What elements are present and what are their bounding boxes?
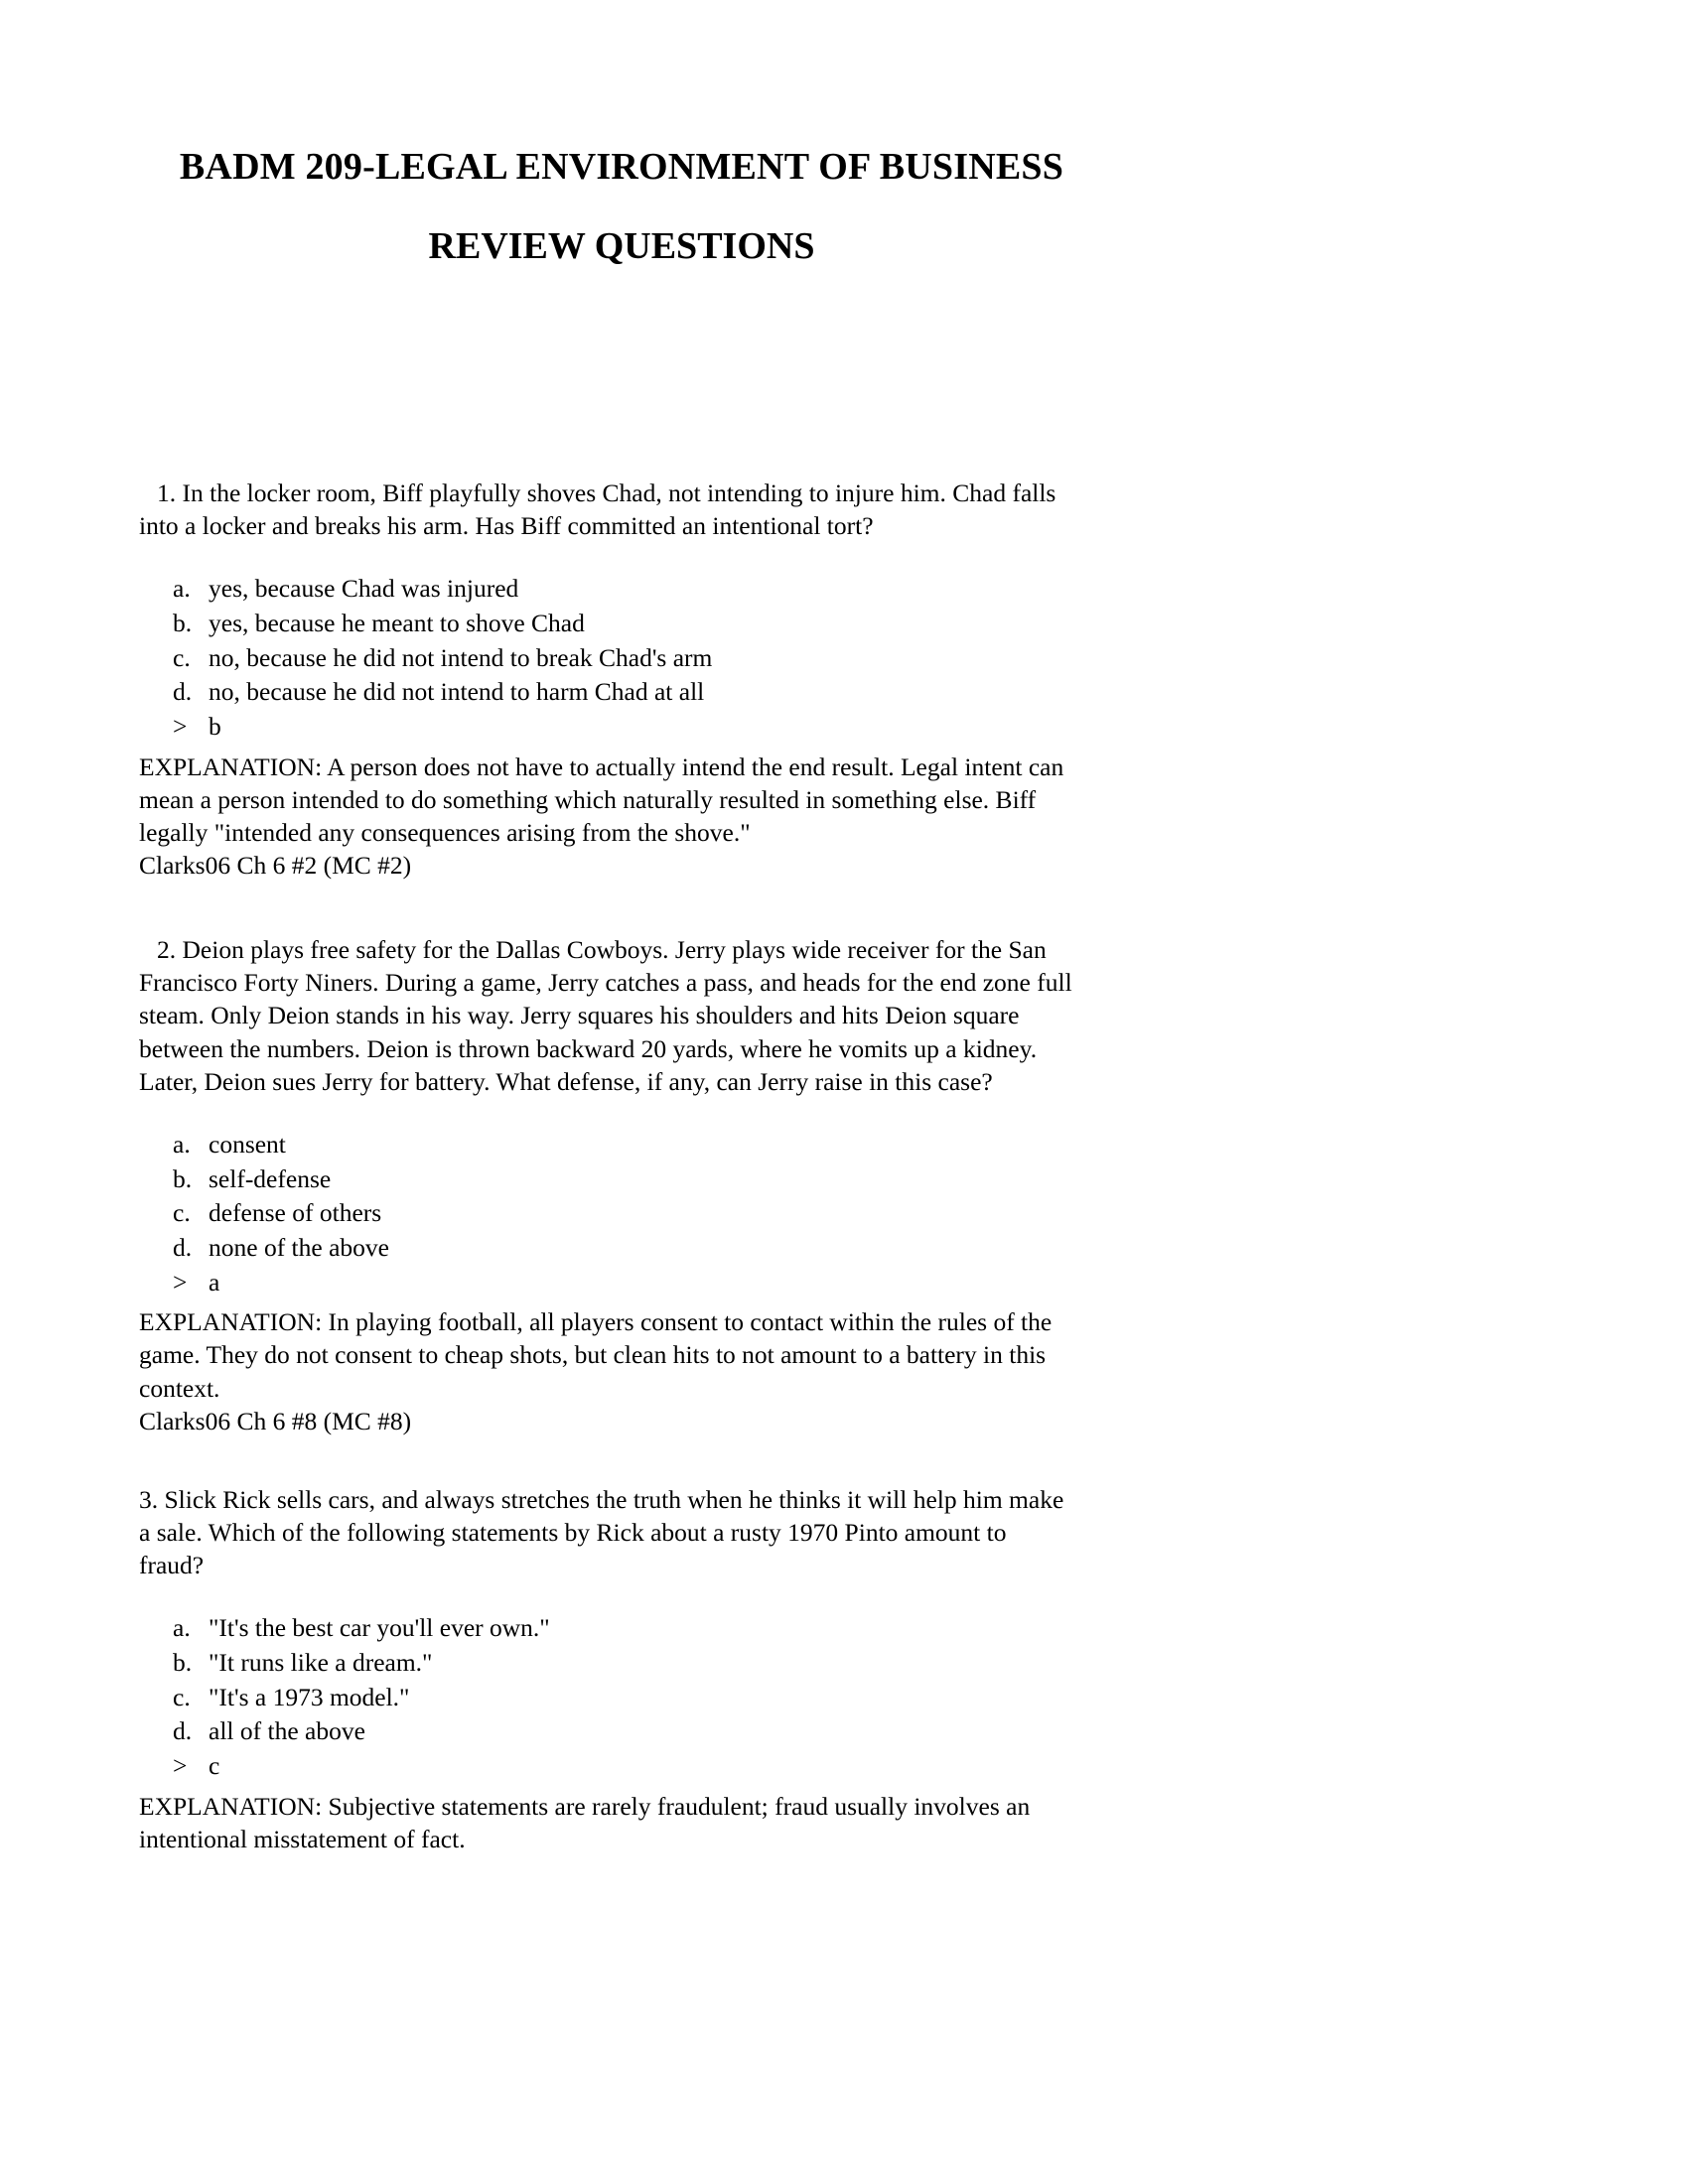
question-block: [139, 933, 1072, 1437]
option-item[interactable]: [173, 1714, 1072, 1749]
option-letter: d.: [173, 1716, 193, 1746]
option-item[interactable]: [173, 1196, 1072, 1231]
option-item[interactable]: [173, 1646, 1072, 1681]
option-text: "It's the best car you'll ever own.": [209, 1613, 550, 1643]
answer-row: [139, 710, 1072, 745]
option-text: yes, because he meant to shove Chad: [209, 608, 585, 637]
option-item[interactable]: [173, 675, 1072, 710]
explanation-text: EXPLANATION: Subjective statements are rarely fraudulent; fraud usually involves an intentional misstatement of fact.: [139, 1791, 1031, 1853]
question-block: [139, 477, 1072, 882]
option-list: [139, 572, 1072, 710]
option-text: none of the above: [209, 1232, 389, 1262]
option-list: [139, 1128, 1072, 1266]
option-item[interactable]: [173, 1681, 1072, 1715]
option-text: all of the above: [209, 1716, 365, 1746]
citation-text: Clarks06 Ch 6 #8 (MC #8): [139, 1406, 412, 1435]
answer-value: b: [209, 711, 221, 741]
question-stem: 3. Slick Rick sells cars, and always stretches the truth when he thinks it will help him make a sale. Which of the following statements by Rick about a rusty 1970 Pinto amount to fraud?: [139, 1484, 1064, 1580]
option-letter: c.: [173, 1682, 191, 1711]
answer-value: a: [209, 1267, 220, 1297]
option-letter: a.: [173, 1129, 191, 1159]
question-stem: 2. Deion plays free safety for the Dallas Cowboys. Jerry plays wide receiver for the San Francisco Forty Niners. During a game, Jerry catches a pass, and heads for the end zone full steam. Only Deion stands in his way. Jerry squares his shoulders and hits Deion square between the numbers. Deion is thrown backward 20 yards, where he vomits up a kidney. Later, Deion sues Jerry for battery. What defense, if any, can Jerry raise in this case?: [139, 935, 1072, 1096]
option-letter: d.: [173, 677, 193, 707]
answer-row: [139, 1749, 1072, 1784]
question-block: [139, 1483, 1072, 1855]
explanation-text: EXPLANATION: A person does not have to actually intend the end result. Legal intent can mean a person intended to do something which naturally resulted in something else. Biff legally "intended any consequences arising from the shove.": [139, 751, 1064, 847]
citation-text: Clarks06 Ch 6 #2 (MC #2): [139, 851, 412, 881]
option-item[interactable]: [173, 1128, 1072, 1162]
option-text: "It runs like a dream.": [209, 1647, 433, 1677]
page-subtitle: REVIEW QUESTIONS: [428, 225, 815, 267]
option-text: self-defense: [209, 1163, 332, 1193]
option-item[interactable]: [173, 1611, 1072, 1646]
question-stem: 1. In the locker room, Biff playfully shoves Chad, not intending to injure him. Chad falls into a locker and breaks his arm. Has Biff committed an intentional tort?: [139, 478, 1056, 541]
option-letter: c.: [173, 642, 191, 672]
answer-caret-icon: >: [173, 711, 188, 741]
answer-value: c: [209, 1750, 220, 1780]
answer-caret-icon: >: [173, 1750, 188, 1780]
option-item[interactable]: [173, 607, 1072, 641]
option-text: "It's a 1973 model.": [209, 1682, 410, 1711]
option-letter: b.: [173, 608, 193, 637]
option-letter: d.: [173, 1232, 193, 1262]
questions-container: [139, 477, 1072, 1855]
option-letter: b.: [173, 1647, 193, 1677]
option-list: [139, 1611, 1072, 1749]
answer-row: [139, 1266, 1072, 1300]
answer-caret-icon: >: [173, 1267, 188, 1297]
option-item[interactable]: [173, 1231, 1072, 1266]
option-text: defense of others: [209, 1198, 382, 1228]
option-letter: c.: [173, 1198, 191, 1228]
section-gap: [139, 1437, 1072, 1483]
page-title: BADM 209-LEGAL ENVIRONMENT OF BUSINESS: [179, 146, 1064, 188]
explanation-text: EXPLANATION: In playing football, all players consent to contact within the rules of the game. They do not consent to cheap shots, but clean hits to not amount to a battery in this context.: [139, 1307, 1053, 1403]
option-item[interactable]: [173, 1162, 1072, 1197]
option-letter: a.: [173, 574, 191, 604]
option-text: yes, because Chad was injured: [209, 574, 519, 604]
option-text: no, because he did not intend to harm Chad at all: [209, 677, 705, 707]
option-item[interactable]: [173, 641, 1072, 676]
option-text: no, because he did not intend to break Chad's arm: [209, 642, 713, 672]
option-item[interactable]: [173, 572, 1072, 607]
option-letter: a.: [173, 1613, 191, 1643]
option-letter: b.: [173, 1163, 193, 1193]
option-text: consent: [209, 1129, 286, 1159]
section-gap: [139, 882, 1072, 933]
